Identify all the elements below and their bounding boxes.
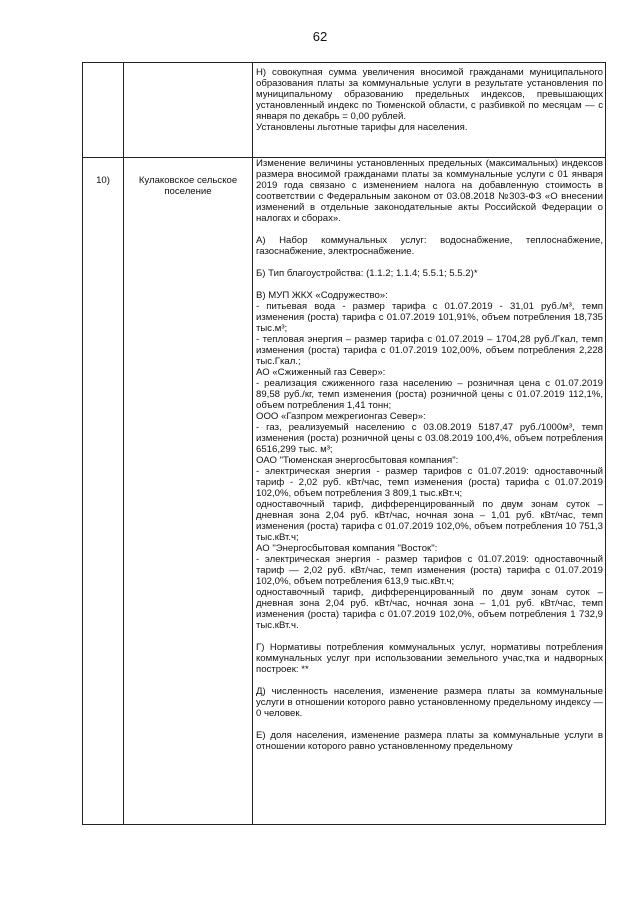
table-row bbox=[83, 63, 606, 158]
row-number-cell bbox=[83, 63, 124, 158]
paragraph: одноставочный тариф, дифференцированный по двум зонам суток – дневная зона 2,04 руб. кВт/час, ночная зона – 1,01 руб. кВт/час, темп изменения (роста) тарифа с 01.07.2019 102,0%, объем потребления 10 751,3 тыс.кВт.ч; bbox=[256, 499, 603, 543]
text-block-v bbox=[256, 290, 603, 631]
paragraph: - электрическая энергия - размер тарифов с 01.07.2019: одноставочный тариф — 2,02 руб. кВт/час, темп изменения (роста) тарифа с 01.07.2019 102,0%, объем потребления 613,9 тыс.кВт.ч; bbox=[256, 554, 603, 587]
paragraph: - реализация сжиженного газа населению – розничная цена с 01.07.2019 89,58 руб./кг, темп изменения (роста) розничной цены с 01.07.2019 112,1%, объем потребления 1,41 тонн; bbox=[256, 378, 603, 411]
text-block-e bbox=[256, 730, 603, 752]
paragraph: Изменение величины установленных предельных (максимальных) индексов размера вносимой гражданами платы за коммунальные услуги с 01 января 2019 года связано с изменением налога на добавленную стоимость в соответствии с Федеральным законом от 03.08.2018 №303-ФЗ «О внесении изменений в отдельные законодательные акты Российской Федерации о налогах и сборах». bbox=[256, 158, 603, 224]
paragraph: Н) совокупная сумма увеличения вносимой гражданами муниципального образования платы за коммунальные услуги в результате установления по муниципальному образованию предельных индексов, превышающих установленный индекс по Тюменской области, с разбивкой по месяцам — с января по декабрь = 0,00 рублей. bbox=[256, 67, 603, 122]
municipality-cell bbox=[124, 63, 253, 158]
municipality-cell bbox=[124, 158, 253, 825]
row-number: 10) bbox=[96, 175, 110, 186]
row-number bbox=[83, 63, 123, 80]
paragraph: А) Набор коммунальных услуг: водоснабжение, теплоснабжение, газоснабжение, электроснабжение. bbox=[256, 235, 603, 257]
text-block-a bbox=[256, 235, 603, 257]
text-block-intro bbox=[256, 158, 603, 224]
paragraph: В) МУП ЖКХ «Содружество»: bbox=[256, 290, 388, 301]
text-block-b bbox=[256, 268, 603, 279]
paragraph: Г) Нормативы потребления коммунальных услуг, нормативы потребления коммунальных услуг при использовании земельного учас,тка и надворных построек: ** bbox=[256, 642, 603, 675]
municipality-name bbox=[124, 63, 252, 80]
paragraph: - тепловая энергия – размер тарифа с 01.07.2019 – 1704,28 руб./Гкал, темп изменения (роста) тарифа с 01.07.2019 102,00%, объем потребления 2,228 тыс.Гкал.; bbox=[256, 334, 603, 367]
page-number: 62 bbox=[312, 29, 328, 44]
paragraph: Установлены льготные тарифы для населения. bbox=[256, 122, 468, 133]
text-block-g bbox=[256, 642, 603, 675]
paragraph: Б) Тип благоустройства: (1.1.2; 1.1.4; 5.5.1; 5.5.2)* bbox=[256, 268, 478, 279]
content-cell bbox=[253, 158, 606, 825]
paragraph: АО "Энергосбытовая компания "Восток": bbox=[256, 543, 438, 554]
paragraph: - питьевая вода - размер тарифа с 01.07.2019 - 31,01 руб./м³, темп изменения (роста) тарифа с 01.07.2019 101,91%, объем потребления 18,735 тыс.м³; bbox=[256, 301, 603, 334]
content-cell bbox=[253, 63, 606, 158]
municipality-name: Кулаковское сельское поселение bbox=[138, 175, 238, 197]
paragraph: - электрическая энергия - размер тарифов с 01.07.2019: одноставочный тариф - 2,02 руб. кВт/час, темп изменения (роста) тарифа с 01.07.2019 102,0%, объем потребления 3 809,1 тыс.кВт.ч; bbox=[256, 466, 603, 499]
paragraph: одноставочный тариф, дифференцированный по двум зонам суток – дневная зона 2,04 руб. кВт/час, ночная зона – 1,01 руб. кВт/час, темп изменения (роста) тарифа с 01.07.2019 102,0%, объем потребления 1 732,9 тыс.кВт.ч. bbox=[256, 587, 603, 631]
paragraph: ОАО "Тюменская энергосбытовая компания": bbox=[256, 455, 459, 466]
text-block-d bbox=[256, 686, 603, 719]
paragraph: Е) доля населения, изменение размера платы за коммунальные услуги в отношении которого равно установленному предельному bbox=[256, 730, 603, 752]
tariff-table bbox=[82, 62, 606, 825]
paragraph: Д) численность населения, изменение размера платы за коммунальные услуги в отношении которого равно установленному предельному индексу — 0 человек. bbox=[256, 686, 603, 719]
paragraph: АО «Сжиженный газ Север»: bbox=[256, 367, 386, 378]
paragraph: - газ, реализуемый населению с 03.08.2019 5187,47 руб./1000м³, темп изменения (роста) розничной цены с 03.08.2019 100,4%, объем потребления 6516,299 тыс. м³; bbox=[256, 422, 603, 455]
table-row bbox=[83, 158, 606, 825]
paragraph: ООО «Газпром межрегионгаз Север»: bbox=[256, 411, 426, 422]
row-number-cell bbox=[83, 158, 124, 825]
